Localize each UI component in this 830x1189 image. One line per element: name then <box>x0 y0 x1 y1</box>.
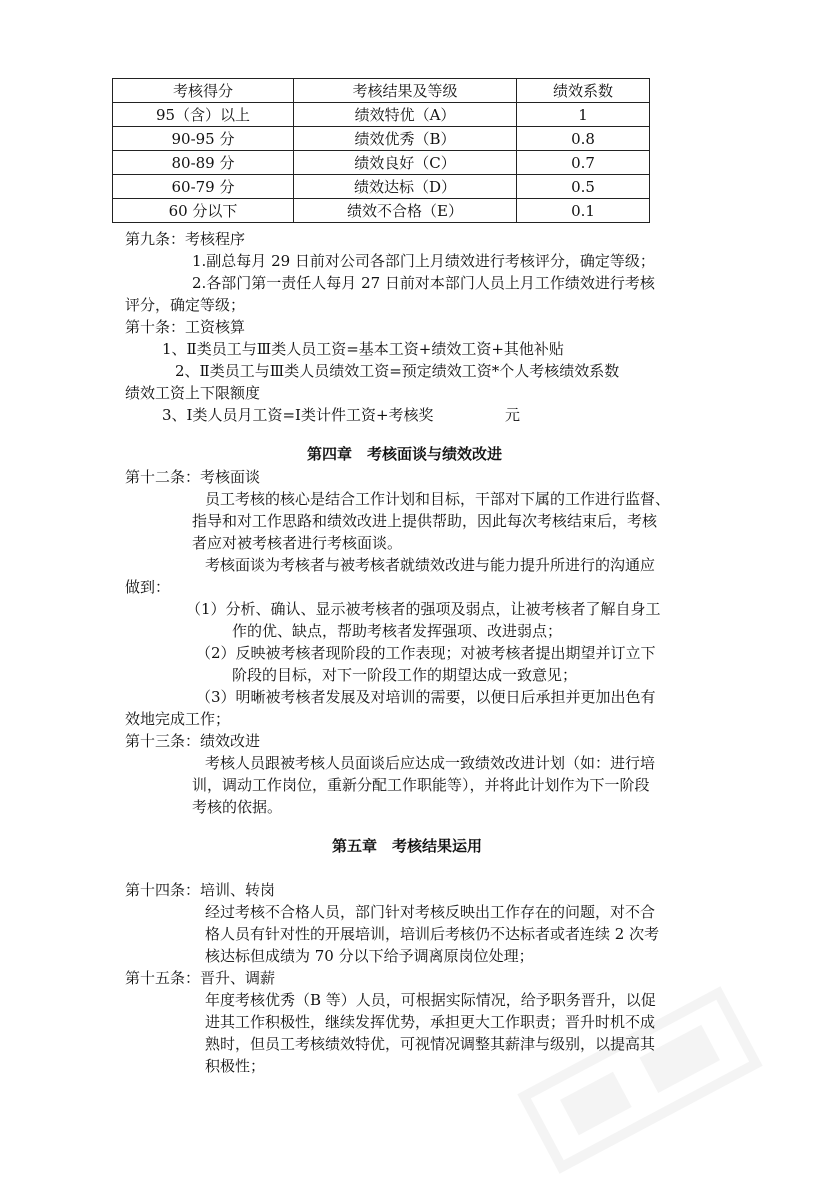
grade-cell: 绩效良好（C） <box>294 151 517 175</box>
article-12-heading: 第十二条：考核面谈 <box>125 468 261 486</box>
chapter-5-title: 第五章 考核结果运用 <box>332 837 483 855</box>
list-item: （1）分析、确认、显示被考核者的强项及弱点，让被考核者了解自身工 <box>186 600 661 618</box>
chapter-4-paragraph: 员工考核的核心是结合工作计划和目标，干部对下属的工作进行监督、 <box>205 490 671 508</box>
chapter-5-paragraph: 年度考核优秀（B 等）人员，可根据实际情况，给予职务晋升，以促 <box>205 991 656 1009</box>
chapter-5-paragraph: 经过考核不合格人员，部门针对考核反映出工作存在的问题，对不合 <box>205 903 656 921</box>
grade-cell: 绩效不合格（E） <box>294 199 517 223</box>
chapter-4-paragraph: 指导和对工作思路和绩效改进上提供帮助，因此每次考核结束后，考核 <box>192 512 658 530</box>
chapter-5-paragraph: 熟时，但员工考核绩效特优，可视情况调整其薪津与级别，以提高其 <box>205 1035 656 1053</box>
chapter-4-title: 第四章 考核面谈与绩效改进 <box>307 445 503 463</box>
table-row <box>113 151 650 175</box>
coefficient-cell: 0.8 <box>517 127 650 151</box>
coefficient-cell: 0.7 <box>517 151 650 175</box>
article-10-item-2-cont: 绩效工资上下限额度 <box>125 384 261 402</box>
article-15-heading: 第十五条：晋升、调薪 <box>125 969 276 987</box>
article-9-heading: 第九条：考核程序 <box>125 230 246 248</box>
article-10-item-1: 1、Ⅱ类员工与Ⅲ类人员工资=基本工资+绩效工资+其他补贴 <box>162 340 564 358</box>
article-14-heading: 第十四条：培训、转岗 <box>125 881 276 899</box>
chapter-5-paragraph: 格人员有针对性的开展培训，培训后考核仍不达标者或者连续 2 次考 <box>205 925 660 943</box>
table-row <box>113 127 650 151</box>
table-header-cell: 考核得分 <box>113 79 294 103</box>
article-9-item-2-cont: 评分，确定等级； <box>125 296 246 314</box>
grade-cell: 绩效优秀（B） <box>294 127 517 151</box>
article-10-item-3: 3、Ⅰ类人员月工资=Ⅰ类计件工资+考核奖 <box>162 406 434 424</box>
chapter-4-paragraph: 者应对被考核者进行考核面谈。 <box>192 534 403 552</box>
coefficient-cell: 0.1 <box>517 199 650 223</box>
article-13-heading: 第十三条：绩效改进 <box>125 732 261 750</box>
article-10-item-2: 2、Ⅱ类员工与Ⅲ类人员绩效工资=预定绩效工资*个人考核绩效系数 <box>175 362 620 380</box>
score-cell: 90-95 分 <box>113 127 294 151</box>
chapter-4-paragraph: 考核的依据。 <box>192 798 283 816</box>
chapter-4-paragraph: 训，调动工作岗位，重新分配工作职能等），并将此计划作为下一阶段 <box>192 776 650 794</box>
article-10-heading: 第十条：工资核算 <box>125 318 246 336</box>
table-header-cell: 绩效系数 <box>517 79 650 103</box>
chapter-4-paragraph: 考核人员跟被考核人员面谈后应达成一致绩效改进计划（如：进行培 <box>205 754 656 772</box>
table-row <box>113 175 650 199</box>
grade-cell: 绩效特优（A） <box>294 103 517 127</box>
chapter-5-paragraph: 核达标但成绩为 70 分以下给予调离原岗位处理； <box>205 947 534 965</box>
list-item: （2）反映被考核者现阶段的工作表现；对被考核者提出期望并订立下 <box>196 644 656 662</box>
grade-cell: 绩效达标（D） <box>294 175 517 199</box>
list-item: 效地完成工作； <box>125 710 231 728</box>
chapter-5-paragraph: 积极性； <box>205 1057 266 1075</box>
table-header-cell: 考核结果及等级 <box>294 79 517 103</box>
table-row <box>113 103 650 127</box>
coefficient-cell: 0.5 <box>517 175 650 199</box>
list-item: 作的优、缺点，帮助考核者发挥强项、改进弱点； <box>232 622 563 640</box>
score-cell: 80-89 分 <box>113 151 294 175</box>
score-cell: 60 分以下 <box>113 199 294 223</box>
coefficient-cell: 1 <box>517 103 650 127</box>
chapter-4-paragraph: 做到： <box>125 578 171 596</box>
list-item: （3）明晰被考核者发展及对培训的需要，以便日后承担并更加出色有 <box>196 688 656 706</box>
score-cell: 60-79 分 <box>113 175 294 199</box>
chapter-5-paragraph: 进其工作积极性，继续发挥优势，承担更大工作职责；晋升时机不成 <box>205 1013 656 1031</box>
chapter-4-paragraph: 考核面谈为考核者与被考核者就绩效改进与能力提升所进行的沟通应 <box>205 556 656 574</box>
article-9-item-1: 1.副总每月 29 日前对公司各部门上月绩效进行考核评分，确定等级； <box>192 252 655 270</box>
table-row <box>113 199 650 223</box>
score-cell: 95（含）以上 <box>113 103 294 127</box>
article-9-item-2: 2.各部门第一责任人每月 27 日前对本部门人员上月工作绩效进行考核 <box>192 274 655 292</box>
list-item: 阶段的目标，对下一阶段工作的期望达成一致意见； <box>232 666 578 684</box>
performance-grade-table <box>112 78 650 223</box>
table-header-row <box>113 79 650 103</box>
article-10-item-3-unit: 元 <box>505 406 521 424</box>
